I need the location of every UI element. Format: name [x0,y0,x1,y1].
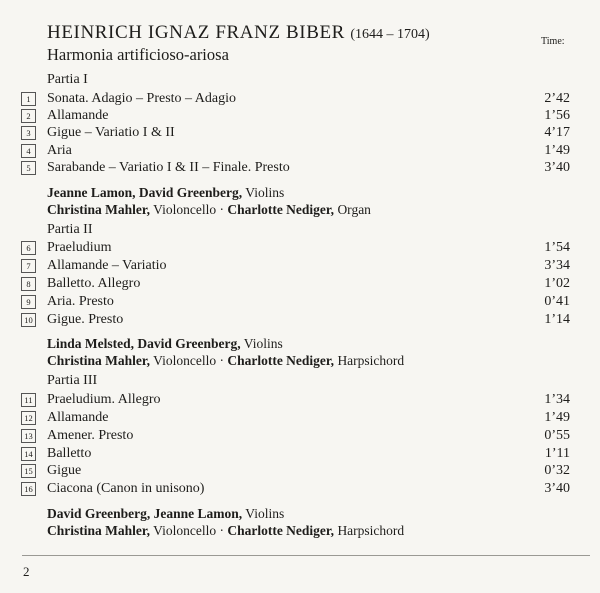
track-row [0,481,600,499]
track-duration: 2’42 [544,91,570,106]
track-number-box: 5 [21,161,36,175]
performers-credit [47,184,371,218]
performer-names: David Greenberg, Jeanne Lamon, [47,506,243,521]
performer-names: Jeanne Lamon, David Greenberg, [47,185,243,200]
track-row [0,276,600,294]
track-duration: 1’34 [544,392,570,407]
track-duration: 3’40 [544,160,570,175]
track-duration: 0’55 [544,428,570,443]
track-title: Praeludium [47,240,112,255]
track-row [0,312,600,330]
track-number-box: 2 [21,109,36,123]
track-number-box: 16 [21,482,36,496]
track-title: Aria. Presto [47,294,114,309]
partia-title: Partia II [47,222,93,237]
footer-divider [22,555,590,556]
track-duration: 1’54 [544,240,570,255]
track-row [0,446,600,464]
performer-role: Violins [242,506,285,521]
track-row [0,160,600,178]
performer-names: Linda Melsted, David Greenberg, [47,336,241,351]
track-title: Ciacona (Canon in unisono) [47,481,205,496]
track-row [0,143,600,161]
track-duration: 3’40 [544,481,570,496]
track-number-box: 1 [21,92,36,106]
track-title: Balletto [47,446,92,461]
time-column-label: Time: [541,36,565,47]
track-title: Allamande – Variatio [47,258,167,273]
partia-title: Partia III [47,373,98,388]
track-number-box: 15 [21,464,36,478]
track-row [0,410,600,428]
performer-name: Charlotte Nediger, [227,353,335,368]
track-duration: 4’17 [544,125,570,140]
track-title: Gigue – Variatio I & II [47,125,175,140]
performer-name: Charlotte Nediger, [227,202,335,217]
partia-title: Partia I [47,72,88,87]
track-number-box: 4 [21,144,36,158]
track-duration: 1’49 [544,143,570,158]
track-number-box: 6 [21,241,36,255]
track-title: Aria [47,143,72,158]
performer-name: Christina Mahler, [47,353,151,368]
track-title: Balletto. Allegro [47,276,141,291]
composer-heading [47,22,430,44]
track-row [0,108,600,126]
performer-role: Harpsichord [334,353,405,368]
track-duration: 3’34 [544,258,570,273]
performers-credit [47,505,404,539]
track-duration: 1’49 [544,410,570,425]
performer-name: Christina Mahler, [47,523,151,538]
track-number-box: 7 [21,259,36,273]
work-title: Harmonia artificioso-ariosa [47,45,229,64]
track-duration: 1’02 [544,276,570,291]
track-title: Gigue. Presto [47,312,124,327]
composer-dates: (1644 – 1704) [350,27,430,42]
performer-name: Christina Mahler, [47,202,151,217]
track-row [0,91,600,109]
track-row [0,258,600,276]
track-title: Allamande [47,410,109,425]
track-row [0,428,600,446]
track-number-box: 12 [21,411,36,425]
track-duration: 0’41 [544,294,570,309]
performer-role: Organ [334,202,371,217]
track-row [0,294,600,312]
track-number-box: 13 [21,429,36,443]
track-row [0,392,600,410]
performer-role: Violoncello · [150,523,228,538]
track-row [0,463,600,481]
performer-role: Violins [242,185,285,200]
performer-role: Violins [240,336,283,351]
track-duration: 1’56 [544,108,570,123]
performer-role: Violoncello · [150,202,228,217]
track-title: Allamande [47,108,109,123]
track-title: Gigue [47,463,82,478]
page-number: 2 [23,564,30,579]
track-number-box: 9 [21,295,36,309]
track-title: Amener. Presto [47,428,134,443]
performer-role: Harpsichord [334,523,405,538]
track-number-box: 14 [21,447,36,461]
track-title: Sarabande – Variatio I & II – Finale. Presto [47,160,290,175]
performer-role: Violoncello · [150,353,228,368]
track-duration: 1’11 [544,446,570,461]
track-duration: 1’14 [544,312,570,327]
composer-name: HEINRICH IGNAZ FRANZ BIBER [47,22,345,43]
track-duration: 0’32 [544,463,570,478]
track-number-box: 11 [21,393,36,407]
performers-credit [47,335,404,369]
track-number-box: 10 [21,313,36,327]
track-row [0,125,600,143]
track-number-box: 3 [21,126,36,140]
track-number-box: 8 [21,277,36,291]
track-row [0,240,600,258]
performer-name: Charlotte Nediger, [227,523,335,538]
track-title: Praeludium. Allegro [47,392,161,407]
track-title: Sonata. Adagio – Presto – Adagio [47,91,236,106]
